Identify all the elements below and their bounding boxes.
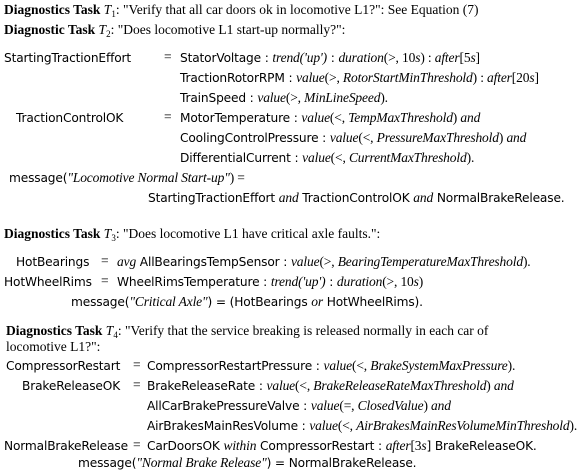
eq-message-normal-startup: message("Locomotive Normal Start-up") = (9, 170, 245, 185)
task-t4-heading-cont: locomotive L1?": (6, 339, 101, 354)
task-t1-heading: Diagnostics Task $T_1$: "Verify that all car doors ok in locomotive L1?": See Equation (7) (4, 2, 479, 19)
eq-compressor-restart-lhs: CompressorRestart (6, 359, 121, 373)
eq-starting-traction-rhs-1: StatorVoltage : trend('up') : duration(>, 10s) : after[5s] (180, 50, 480, 65)
eq-starting-traction-rhs-2: TractionRotorRPM : value(>, RotorStartMinThreshold) : after[20s] (180, 70, 539, 85)
task-question: : "Verify that the service breaking is released normally in each car of (117, 323, 489, 338)
eq-hot-wheel-rims-lhs: HotWheelRims (4, 275, 92, 289)
eq-traction-control-lhs: TractionControlOK (16, 111, 124, 125)
task-t3-heading: Diagnostics Task $T_3$: "Does locomotive L1 have critical axle faults.": (4, 226, 381, 243)
task-t2-heading: Diagnostic Task $T_2$: "Does locomotive L1 start-up normally?": (4, 22, 346, 39)
eq-sign: = (101, 253, 109, 268)
eq-traction-control-rhs-2: CoolingControlPressure : value(<, PressureMaxThreshold) and (180, 130, 527, 145)
eq-traction-control-rhs-3: DifferentialCurrent : value(<, CurrentMaxThreshold). (180, 150, 475, 165)
eq-sign: = (164, 109, 172, 124)
eq-starting-traction-lhs: StartingTractionEffort (4, 51, 132, 65)
eq-brake-release-ok-rhs-1: BrakeReleaseRate : value(<, BrakeReleaseRateMaxThreshold) and (147, 378, 514, 393)
eq-sign: = (133, 357, 141, 372)
eq-brake-release-ok-lhs: BrakeReleaseOK (22, 379, 121, 393)
task-label: Diagnostics Task (4, 226, 101, 241)
eq-hot-wheel-rims-rhs: WheelRimsTemperature : trend('up') : duration(>, 10s) (117, 274, 424, 289)
eq-normal-brake-release-lhs: NormalBrakeRelease (4, 439, 128, 453)
eq-brake-release-ok-rhs-3: AirBrakesMainResVolume : value(<, AirBrakesMainResVolumeMinThreshold). (147, 418, 577, 433)
eq-starting-traction-rhs-3: TrainSpeed : value(>, MinLineSpeed). (180, 90, 388, 105)
eq-sign: = (133, 377, 141, 392)
eq-hot-bearings-lhs: HotBearings (16, 255, 90, 269)
eq-compressor-restart-rhs: CompressorRestartPressure : value(<, BrakeSystemMaxPressure). (147, 358, 516, 373)
eq-sign: = (133, 437, 141, 452)
eq-brake-release-ok-rhs-2: AllCarBrakePressureValve : value(=, ClosedValue) and (147, 398, 451, 413)
eq-message-normal-brake-release: message("Normal Brake Release") = NormalBrakeRelease. (78, 455, 417, 470)
eq-sign: = (101, 273, 109, 288)
task-label: Diagnostic Task (4, 22, 96, 37)
task-question: : "Verify that all car doors ok in locomotive L1?": See Equation (7) (115, 2, 479, 17)
task-question: : "Does locomotive L1 start-up normally?": (110, 22, 346, 37)
eq-hot-bearings-rhs: avg AllBearingsTempSensor : value(>, BearingTemperatureMaxThreshold). (117, 254, 531, 269)
eq-sign: = (164, 49, 172, 64)
eq-traction-control-rhs-1: MotorTemperature : value(<, TempMaxThreshold) and (180, 110, 481, 125)
task-label: Diagnostics Task (4, 2, 101, 17)
task-question: : "Does locomotive L1 have critical axle faults.": (115, 226, 381, 241)
task-label: Diagnostics Task (6, 323, 103, 338)
eq-normal-brake-release-rhs: CarDoorsOK within CompressorRestart : after[3s] BrakeReleaseOK. (147, 438, 537, 453)
eq-message-normal-startup-rhs: StartingTractionEffort and TractionControlOK and NormalBrakeRelease. (148, 190, 565, 205)
task-t4-heading: Diagnostics Task $T_4$: "Verify that the service breaking is released normally in each car of (6, 323, 489, 340)
eq-message-critical-axle: message("Critical Axle") = (HotBearings or HotWheelRims). (71, 294, 423, 309)
